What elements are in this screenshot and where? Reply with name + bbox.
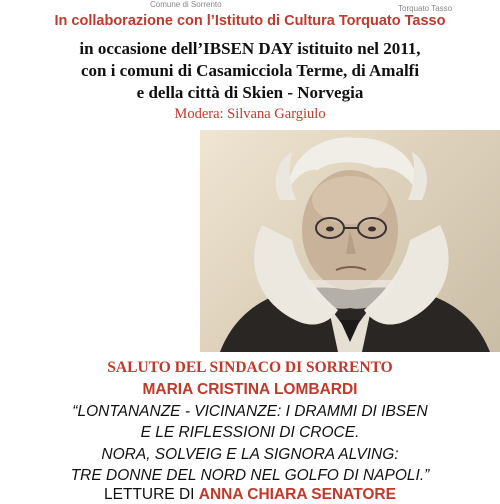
ibsen-portrait-photo (200, 130, 500, 352)
occasion-line-1: in occasione dell’IBSEN DAY istituito nel 2011, (79, 39, 421, 58)
reader-name: ANNA CHIARA SENATORE (198, 486, 396, 503)
occasion-line-3: e della città di Skien - Norvegia (136, 83, 364, 102)
readings-line (0, 486, 500, 504)
occasion-line-2: con i comuni di Casamicciola Terme, di Amalfi (80, 61, 420, 80)
tasso-logo-text: Torquato Tasso (398, 4, 453, 13)
portrait-illustration (200, 130, 500, 352)
talk-title-line-4: TRE DONNE DEL NORD NEL GOLFO DI NAPOLI.” (70, 467, 430, 484)
collaboration-line: In collaborazione con l’Istituto di Cultura Torquato Tasso (54, 13, 446, 29)
comune-logo-text: Comune di Sorrento (150, 0, 222, 9)
talk-title-line-2: E LE RIFLESSIONI DI CROCE. (140, 424, 360, 441)
moderator-line: Modera: Silvana Gargiulo (174, 106, 326, 122)
talk-title-line-1: “LONTANANZE - VICINANZE: I DRAMMI DI IBSEN (72, 403, 428, 420)
mayor-name: MARIA CRISTINA LOMBARDI (142, 381, 358, 398)
top-logo-strip (0, 0, 500, 12)
mayor-greeting: SALUTO DEL SINDACO DI SORRENTO (107, 359, 393, 376)
talk-title-line-3: NORA, SOLVEIG E LA SIGNORA ALVING: (101, 446, 399, 463)
readings-prefix: LETTURE DI (104, 486, 195, 503)
